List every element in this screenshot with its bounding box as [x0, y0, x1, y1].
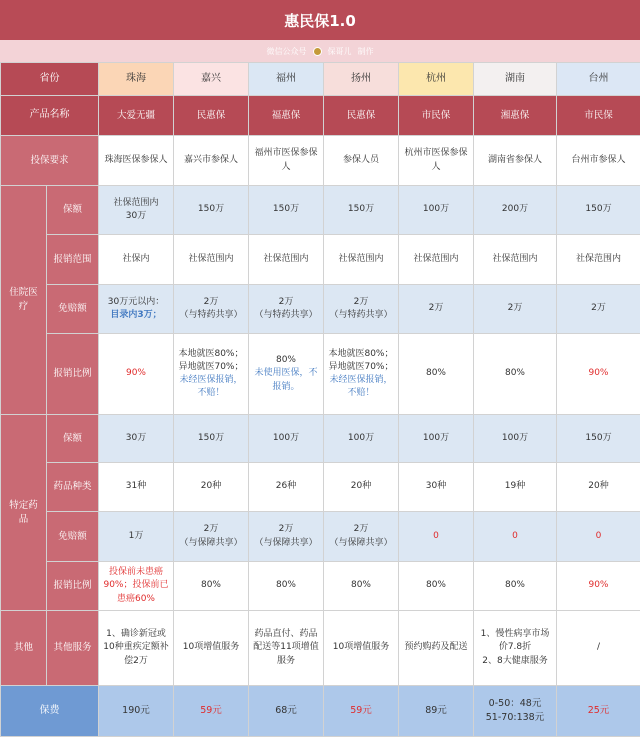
- sp-amount-cell: 30万: [99, 415, 174, 463]
- fee-line: 0-50：48元: [488, 698, 542, 710]
- hosp-ratio-cell: 80%: [399, 334, 474, 415]
- hosp-ratio-cell: [324, 334, 399, 415]
- sp-ratio-cell: 80%: [474, 562, 557, 611]
- hosp-ratio-line: 本地就医80%；: [178, 348, 244, 359]
- hosp-deductible-note: 目录内3万；: [110, 310, 162, 320]
- sp-ratio-row: [1, 562, 640, 611]
- hosp-deductible-label: 免赔额: [47, 285, 99, 334]
- province-header: 省份: [1, 63, 99, 96]
- fee-cell: [474, 686, 557, 737]
- sp-deductible-line: 2万: [353, 524, 369, 535]
- hosp-ratio-line: 异地就医70%；: [328, 361, 394, 372]
- hosp-ratio-note: 未使用医保，不报销。: [254, 368, 318, 392]
- sp-ratio-cell: 80%: [174, 562, 249, 611]
- hosp-amount-cell: 150万: [324, 186, 399, 235]
- comparison-table: [0, 62, 640, 737]
- fee-line: 51-70:138元: [485, 712, 545, 723]
- fee-cell: 25元: [557, 686, 640, 737]
- requirement-cell: 福州市医保参保人: [249, 136, 324, 186]
- product-taizhou: 市民保: [557, 96, 640, 136]
- hosp-ratio-note: 未经医保报销，不赔！: [329, 375, 393, 399]
- other-service-cell: 1、确诊新冠或10种重疾定额补偿2万: [99, 611, 174, 686]
- sp-drugs-row: [1, 463, 640, 512]
- sp-amount-cell: 100万: [324, 415, 399, 463]
- hosp-ratio-line: 80%: [275, 355, 296, 366]
- sp-deductible-row: [1, 512, 640, 562]
- hosp-amount-line: 社保范围内: [113, 197, 159, 208]
- sp-deductible-line: 2万: [278, 524, 294, 535]
- hosp-deductible-line: （与特药共享）: [329, 310, 393, 320]
- page-title: 惠民保1.0: [0, 0, 640, 40]
- hosp-ratio-cell: 90%: [99, 334, 174, 415]
- hosp-amount-row: [1, 186, 640, 235]
- subtitle-brand: 保哥儿: [327, 46, 352, 56]
- sp-deductible-cell: 0: [557, 512, 640, 562]
- fee-row: [1, 686, 640, 737]
- product-hunan: 湘惠保: [474, 96, 557, 136]
- sp-deductible-cell: 1万: [99, 512, 174, 562]
- hosp-scope-label: 报销范围: [47, 235, 99, 285]
- sp-ratio-cell: 90%: [557, 562, 640, 611]
- requirement-row: [1, 136, 640, 186]
- sp-amount-cell: 100万: [249, 415, 324, 463]
- sp-amount-cell: 150万: [174, 415, 249, 463]
- sp-drugs-label: 药品种类: [47, 463, 99, 512]
- product-fuzhou: 福惠保: [249, 96, 324, 136]
- fee-cell: 59元: [174, 686, 249, 737]
- hosp-scope-cell: 社保范围内: [249, 235, 324, 285]
- requirement-header: 投保要求: [1, 136, 99, 186]
- hosp-deductible-row: [1, 285, 640, 334]
- hosp-ratio-line: 异地就医70%；: [178, 361, 244, 372]
- hosp-scope-cell: 社保内: [99, 235, 174, 285]
- fee-cell: 68元: [249, 686, 324, 737]
- hosp-scope-cell: 社保范围内: [324, 235, 399, 285]
- sp-amount-label: 保额: [47, 415, 99, 463]
- sp-deductible-label: 免赔额: [47, 512, 99, 562]
- sp-deductible-line: （与保障共享）: [254, 537, 318, 548]
- hosp-deductible-cell: [174, 285, 249, 334]
- hosp-ratio-line: 本地就医80%；: [328, 348, 394, 359]
- other-service-cell: 10项增值服务: [324, 611, 399, 686]
- province-zhuhai: 珠海: [99, 63, 174, 96]
- hosp-ratio-cell: [174, 334, 249, 415]
- sp-ratio-cell: 80%: [324, 562, 399, 611]
- product-hangzhou: 市民保: [399, 96, 474, 136]
- hosp-scope-cell: 社保范围内: [399, 235, 474, 285]
- hosp-ratio-note: 未经医保报销，不赔！: [179, 375, 243, 399]
- sp-deductible-cell: [174, 512, 249, 562]
- hosp-amount-cell: 150万: [249, 186, 324, 235]
- hosp-deductible-line: （与特药共享）: [254, 310, 318, 320]
- sp-drugs-cell: 26种: [249, 463, 324, 512]
- other-service-line: 1、慢性病享市场价7.8折: [480, 629, 550, 653]
- sp-deductible-cell: 0: [474, 512, 557, 562]
- hosp-deductible-line: （与特药共享）: [179, 310, 243, 320]
- province-row: [1, 63, 640, 96]
- hosp-amount-cell: 150万: [174, 186, 249, 235]
- other-service-label: 其他服务: [47, 611, 99, 686]
- sp-amount-cell: 150万: [557, 415, 640, 463]
- subtitle-bar: [0, 40, 640, 62]
- province-jiaxing: 嘉兴: [174, 63, 249, 96]
- sp-deductible-line: （与保障共享）: [329, 537, 393, 548]
- hosp-scope-cell: 社保范围内: [557, 235, 640, 285]
- hosp-amount-line: 30万: [125, 211, 147, 221]
- hosp-amount-cell: 100万: [399, 186, 474, 235]
- hosp-amount-cell: 150万: [557, 186, 640, 235]
- other-row: [1, 611, 640, 686]
- sp-deductible-cell: 0: [399, 512, 474, 562]
- fee-cell: 59元: [324, 686, 399, 737]
- subtitle-suffix: 制作: [357, 46, 374, 56]
- sp-drugs-cell: 20种: [557, 463, 640, 512]
- hosp-ratio-cell: 80%: [474, 334, 557, 415]
- other-service-cell: 预约购药及配送: [399, 611, 474, 686]
- other-service-cell: [474, 611, 557, 686]
- hosp-amount-cell: 200万: [474, 186, 557, 235]
- hosp-deductible-cell: 2万: [557, 285, 640, 334]
- other-service-cell: 10项增值服务: [174, 611, 249, 686]
- hosp-deductible-line: 2万: [203, 296, 219, 307]
- hosp-scope-cell: 社保范围内: [174, 235, 249, 285]
- hosp-deductible-line: 2万: [278, 296, 294, 307]
- hosp-scope-row: [1, 235, 640, 285]
- sp-drugs-cell: 20种: [174, 463, 249, 512]
- hosp-amount-label: 保额: [47, 186, 99, 235]
- hosp-scope-cell: 社保范围内: [474, 235, 557, 285]
- hosp-deductible-line: 2万: [353, 296, 369, 307]
- fee-cell: 190元: [99, 686, 174, 737]
- other-service-line: 2、8大健康服务: [482, 655, 548, 666]
- hosp-ratio-label: 报销比例: [47, 334, 99, 415]
- sp-amount-cell: 100万: [399, 415, 474, 463]
- hosp-amount-cell: [99, 186, 174, 235]
- brand-logo-icon: [313, 47, 322, 56]
- other-service-cell: /: [557, 611, 640, 686]
- special-group-label: 特定药品: [1, 415, 47, 611]
- hosp-deductible-cell: 2万: [474, 285, 557, 334]
- requirement-cell: 台州市参保人: [557, 136, 640, 186]
- hosp-ratio-cell: 90%: [557, 334, 640, 415]
- sp-deductible-cell: [249, 512, 324, 562]
- sp-amount-row: [1, 415, 640, 463]
- sp-drugs-cell: 30种: [399, 463, 474, 512]
- requirement-cell: 杭州市医保参保人: [399, 136, 474, 186]
- sp-deductible-cell: [324, 512, 399, 562]
- hosp-deductible-cell: 2万: [399, 285, 474, 334]
- sp-ratio-cell: 80%: [399, 562, 474, 611]
- sp-deductible-line: 2万: [203, 524, 219, 535]
- hosp-deductible-cell: [249, 285, 324, 334]
- requirement-cell: 嘉兴市参保人: [174, 136, 249, 186]
- product-jiaxing: 民惠保: [174, 96, 249, 136]
- sp-ratio-cell: 投保前未患癌90%；投保前已患癌60%: [99, 562, 174, 611]
- requirement-cell: 湖南省参保人: [474, 136, 557, 186]
- other-service-cell: 药品直付、药品配送等11项增值服务: [249, 611, 324, 686]
- sp-drugs-cell: 19种: [474, 463, 557, 512]
- sp-ratio-cell: 80%: [249, 562, 324, 611]
- requirement-cell: 参保人员: [324, 136, 399, 186]
- product-zhuhai: 大爱无疆: [99, 96, 174, 136]
- subtitle-prefix: 微信公众号: [266, 46, 307, 56]
- fee-header: 保费: [1, 686, 99, 737]
- hospital-group-label: 住院医疗: [1, 186, 47, 415]
- hosp-ratio-row: [1, 334, 640, 415]
- sp-deductible-line: （与保障共享）: [179, 537, 243, 548]
- product-header: 产品名称: [1, 96, 99, 136]
- province-hangzhou: 杭州: [399, 63, 474, 96]
- sp-amount-cell: 100万: [474, 415, 557, 463]
- requirement-cell: 珠海医保参保人: [99, 136, 174, 186]
- other-group-label: 其他: [1, 611, 47, 686]
- sp-drugs-cell: 31种: [99, 463, 174, 512]
- fee-cell: 89元: [399, 686, 474, 737]
- product-yangzhou: 民惠保: [324, 96, 399, 136]
- province-taizhou: 台州: [557, 63, 640, 96]
- hosp-deductible-cell: [324, 285, 399, 334]
- province-yangzhou: 扬州: [324, 63, 399, 96]
- hosp-ratio-cell: [249, 334, 324, 415]
- hosp-deductible-line: 30万元以内：: [107, 296, 165, 307]
- sp-drugs-cell: 20种: [324, 463, 399, 512]
- hosp-deductible-cell: [99, 285, 174, 334]
- province-hunan: 湖南: [474, 63, 557, 96]
- product-row: [1, 96, 640, 136]
- sp-ratio-label: 报销比例: [47, 562, 99, 611]
- province-fuzhou: 福州: [249, 63, 324, 96]
